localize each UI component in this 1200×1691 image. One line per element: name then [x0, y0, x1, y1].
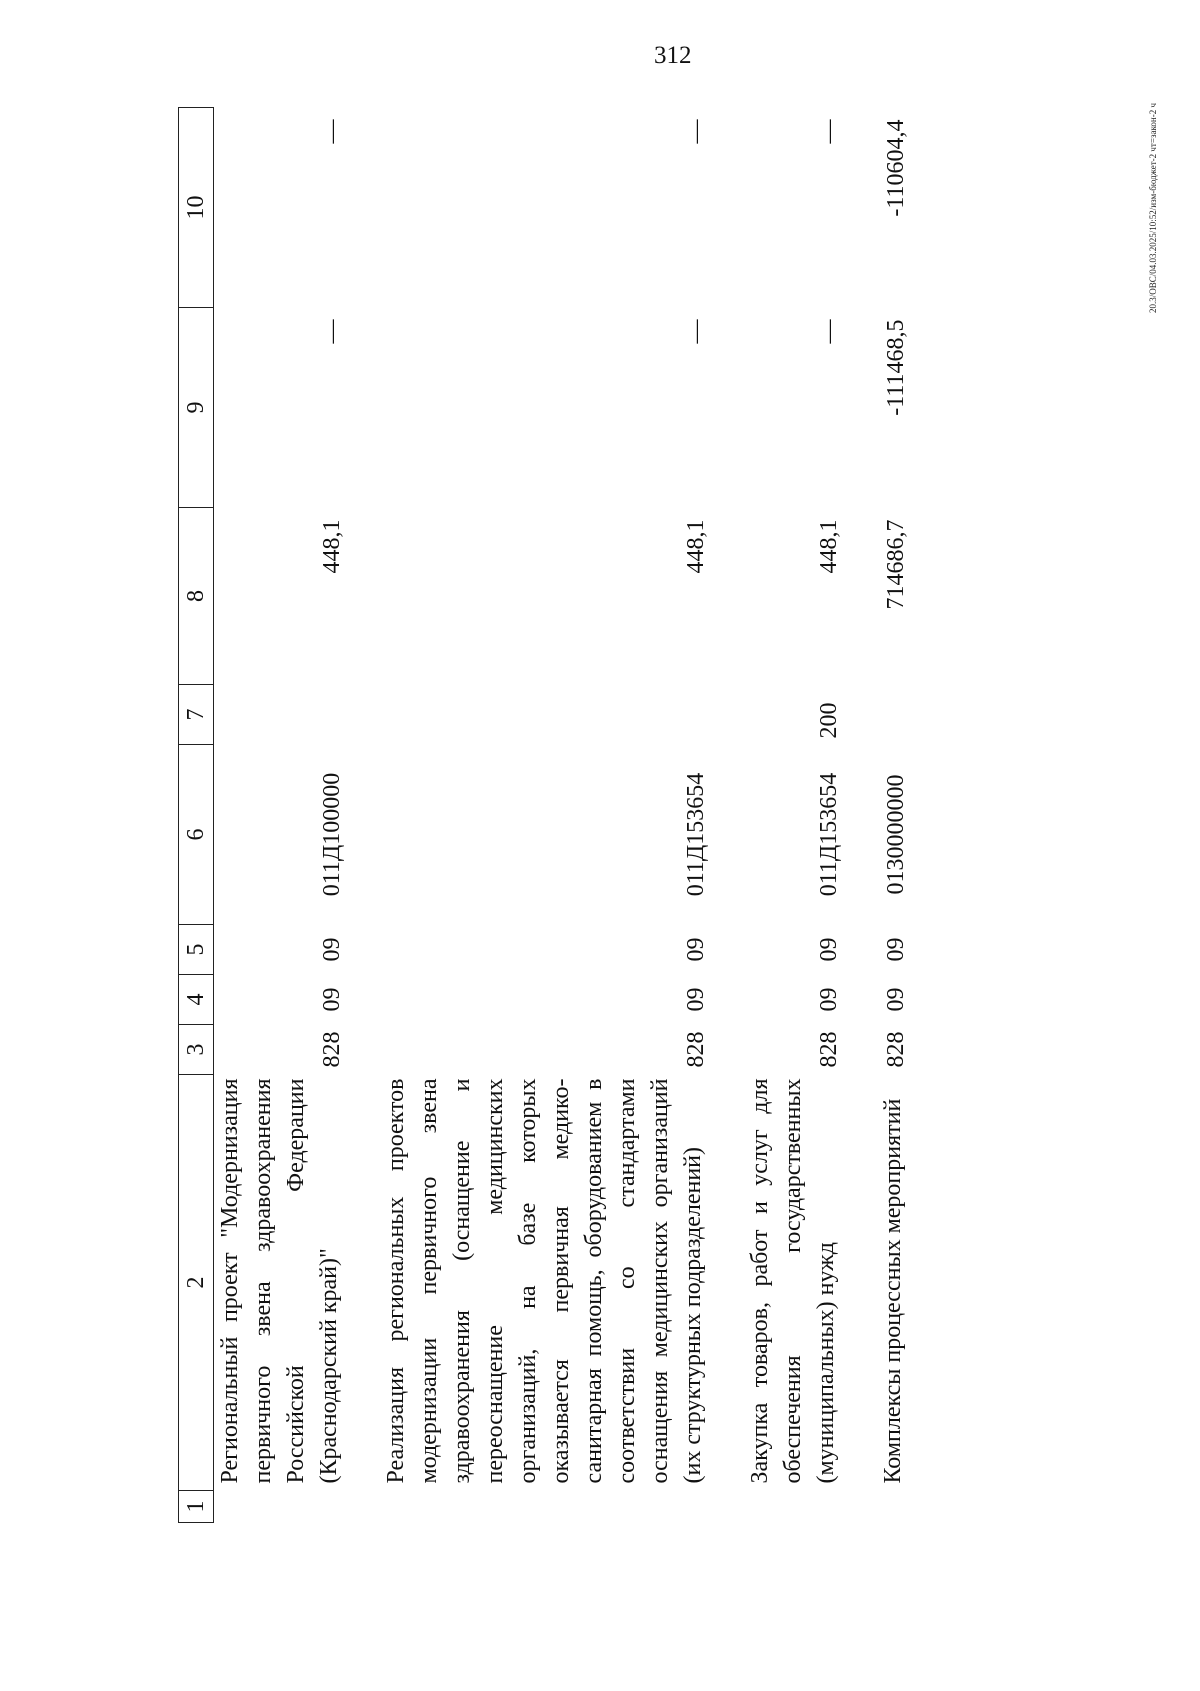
cell-c7: 200	[816, 702, 842, 739]
document-footer-code: 20.3/ОВС/04.03.2025/10:52/изм-бюджет-2 чт=закон-2 ч	[1148, 103, 1158, 313]
table-header-row	[179, 108, 214, 1523]
row-name: Закупка товаров, работ и услуг для обеспечения государственных (муниципальных) нужд	[747, 1078, 839, 1484]
cell-c4: 09	[816, 987, 842, 1012]
cell-c3: 828	[816, 1031, 842, 1068]
cell-c10: —	[816, 119, 842, 144]
cell-c3: 828	[319, 1031, 345, 1068]
cell-c9: —	[319, 319, 345, 344]
column-header: 1	[179, 1491, 214, 1523]
cell-c8: 714686,7	[883, 519, 909, 610]
page-number: 312	[654, 42, 692, 69]
cell-c7	[380, 685, 744, 745]
column-header: 10	[179, 108, 214, 308]
row-number-cell	[744, 1491, 877, 1523]
table-row	[877, 108, 944, 1523]
cell-c10: —	[683, 119, 709, 144]
cell-c5: 09	[683, 937, 709, 962]
cell-c6: 011Д153654	[816, 772, 842, 897]
cell-c5: 09	[816, 937, 842, 962]
rotated-budget-table	[178, 108, 978, 1523]
row-name: Реализация региональных проектов модернизации первичного звена здравоохранения (оснащение и переоснащение медицинских организаций, на базе которых оказывается первичная медико-санитарная помощь, оборудованием в соответствии со стандартами оснащения медицинских организаций (их структурных подразделений)	[383, 1078, 706, 1484]
cell-c9: —	[816, 319, 842, 344]
column-header: 6	[179, 745, 214, 925]
cell-c10: -110604,4	[883, 119, 909, 217]
cell-c8: 448,1	[319, 519, 345, 574]
column-header: 2	[179, 1075, 214, 1491]
cell-c9: -111468,5	[883, 319, 909, 416]
cell-c4: 09	[883, 987, 909, 1012]
column-header: 7	[179, 685, 214, 745]
cell-c10: —	[319, 119, 345, 144]
cell-c7	[877, 685, 944, 745]
row-number-cell	[380, 1491, 744, 1523]
cell-c9: —	[683, 319, 709, 344]
row-number-cell	[877, 1491, 944, 1523]
column-header: 8	[179, 508, 214, 685]
table-row	[214, 108, 381, 1523]
cell-c6: 011Д153654	[683, 772, 709, 897]
budget-table	[178, 107, 944, 1523]
column-header: 9	[179, 308, 214, 508]
cell-c4: 09	[683, 987, 709, 1012]
table-row	[380, 108, 744, 1523]
cell-c5: 09	[883, 937, 909, 962]
cell-c5: 09	[319, 937, 345, 962]
cell-c4: 09	[319, 987, 345, 1012]
cell-c7	[214, 685, 381, 745]
column-header: 3	[179, 1025, 214, 1075]
cell-c3: 828	[683, 1031, 709, 1068]
table-row	[744, 108, 877, 1523]
row-name: Комплексы процессных мероприятий	[880, 1098, 906, 1484]
cell-c3: 828	[883, 1031, 909, 1068]
row-number-cell	[214, 1491, 381, 1523]
column-header: 5	[179, 925, 214, 975]
row-name: Региональный проект "Модернизация первичного звена здравоохранения Российской Федерации (Краснодарский край)"	[217, 1078, 342, 1484]
cell-c8: 448,1	[816, 519, 842, 574]
cell-c6: 0130000000	[883, 774, 909, 895]
cell-c8: 448,1	[683, 519, 709, 574]
column-header: 4	[179, 975, 214, 1025]
cell-c6: 011Д100000	[319, 772, 345, 897]
